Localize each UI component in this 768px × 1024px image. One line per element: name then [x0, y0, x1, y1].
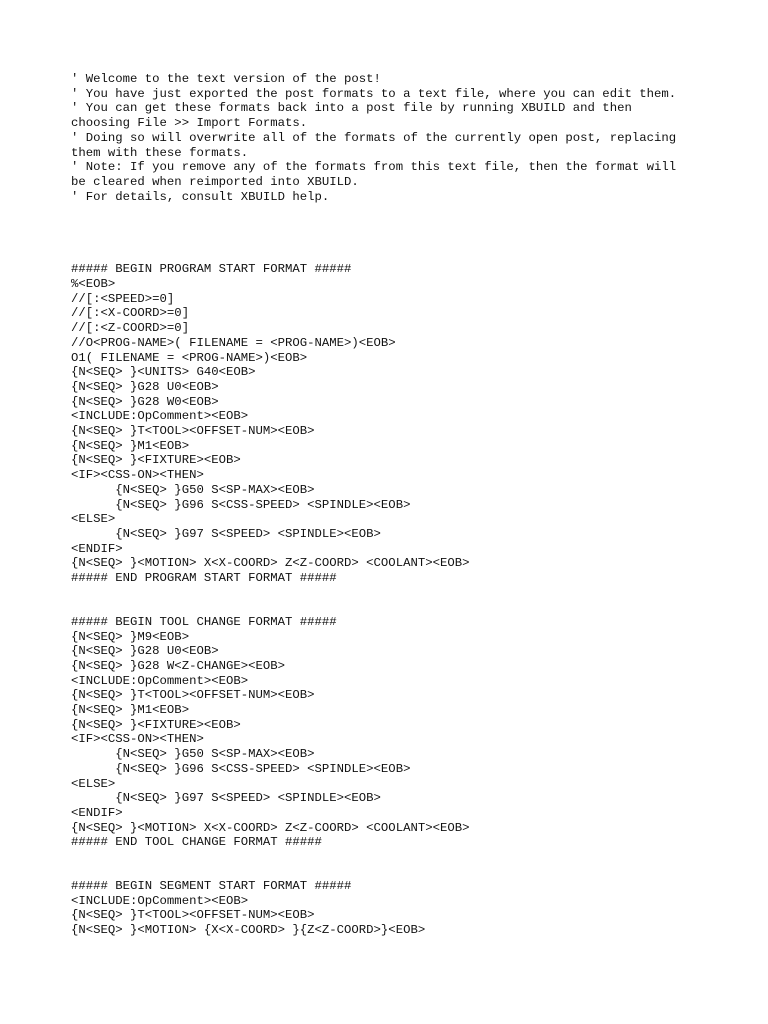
code-line: {N<SEQ> }<MOTION> {X<X-COORD> }{Z<Z-COORD>}<EOB> — [71, 923, 426, 938]
comment-line: choosing File >> Import Formats. — [71, 116, 308, 131]
code-line: {N<SEQ> }M9<EOB> — [71, 629, 190, 644]
code-line: {N<SEQ> }G50 S<SP-MAX><EOB> — [71, 747, 315, 762]
comment-line: them with these formats. — [71, 145, 249, 160]
code-line: <INCLUDE:OpComment><EOB> — [71, 409, 249, 424]
code-line: {N<SEQ> }G28 U0<EOB> — [71, 644, 219, 659]
comment-line: ' You can get these formats back into a post file by running XBUILD and then — [71, 101, 632, 116]
comment-line: be cleared when reimported into XBUILD. — [71, 174, 359, 189]
code-line: //[:<Z-COORD>=0] — [71, 321, 190, 336]
section-footer: ##### END TOOL CHANGE FORMAT ##### — [71, 835, 322, 850]
code-line: {N<SEQ> }T<TOOL><OFFSET-NUM><EOB> — [71, 908, 315, 923]
spacer — [71, 850, 701, 879]
code-line: {N<SEQ> }M1<EOB> — [71, 703, 190, 718]
comment-line: ' For details, consult XBUILD help. — [71, 189, 330, 204]
code-line: <ENDIF> — [71, 805, 123, 820]
section-footer: ##### END PROGRAM START FORMAT ##### — [71, 571, 337, 586]
code-line: {N<SEQ> }G28 W0<EOB> — [71, 394, 219, 409]
code-line: //[:<SPEED>=0] — [71, 291, 175, 306]
code-line: {N<SEQ> }T<TOOL><OFFSET-NUM><EOB> — [71, 424, 315, 439]
comment-line: ' Doing so will overwrite all of the formats of the currently open post, replacing — [71, 130, 677, 145]
code-line: <IF><CSS-ON><THEN> — [71, 468, 204, 483]
comment-line: ' Note: If you remove any of the formats from this text file, then the format will — [71, 160, 677, 175]
code-line: {N<SEQ> }G97 S<SPEED> <SPINDLE><EOB> — [71, 526, 381, 541]
program-start-format — [71, 262, 701, 585]
section-header: ##### BEGIN PROGRAM START FORMAT ##### — [71, 262, 352, 277]
intro-comments — [71, 72, 701, 204]
code-line: {N<SEQ> }G50 S<SP-MAX><EOB> — [71, 482, 315, 497]
tool-change-format — [71, 615, 701, 850]
spacer — [71, 586, 701, 615]
code-line: <INCLUDE:OpComment><EOB> — [71, 893, 249, 908]
code-line: {N<SEQ> }<MOTION> X<X-COORD> Z<Z-COORD> <COOLANT><EOB> — [71, 556, 470, 571]
code-line: {N<SEQ> }<UNITS> G40<EOB> — [71, 365, 256, 380]
code-line: {N<SEQ> }<FIXTURE><EOB> — [71, 453, 241, 468]
comment-line: ' Welcome to the text version of the post! — [71, 72, 381, 86]
code-line: O1( FILENAME = <PROG-NAME>)<EOB> — [71, 350, 308, 365]
code-line: <ENDIF> — [71, 541, 123, 556]
code-line: {N<SEQ> }G96 S<CSS-SPEED> <SPINDLE><EOB> — [71, 761, 411, 776]
code-line: <ELSE> — [71, 512, 116, 527]
code-line: {N<SEQ> }<MOTION> X<X-COORD> Z<Z-COORD> <COOLANT><EOB> — [71, 820, 470, 835]
code-line: {N<SEQ> }G28 W<Z-CHANGE><EOB> — [71, 658, 286, 673]
code-line: {N<SEQ> }G97 S<SPEED> <SPINDLE><EOB> — [71, 791, 381, 806]
code-line: //O<PROG-NAME>( FILENAME = <PROG-NAME>)<EOB> — [71, 335, 396, 350]
code-line: {N<SEQ> }<FIXTURE><EOB> — [71, 717, 241, 732]
section-header: ##### BEGIN SEGMENT START FORMAT ##### — [71, 879, 352, 894]
code-line: {N<SEQ> }T<TOOL><OFFSET-NUM><EOB> — [71, 688, 315, 703]
section-header: ##### BEGIN TOOL CHANGE FORMAT ##### — [71, 614, 337, 629]
code-line: <IF><CSS-ON><THEN> — [71, 732, 204, 747]
document-page — [71, 72, 701, 938]
code-line: {N<SEQ> }M1<EOB> — [71, 438, 190, 453]
segment-start-format — [71, 879, 701, 938]
code-line: //[:<X-COORD>=0] — [71, 306, 190, 321]
code-line: %<EOB> — [71, 277, 116, 292]
code-line: {N<SEQ> }G28 U0<EOB> — [71, 379, 219, 394]
code-line: <INCLUDE:OpComment><EOB> — [71, 673, 249, 688]
code-line: <ELSE> — [71, 776, 116, 791]
comment-line: ' You have just exported the post formats to a text file, where you can edit them. — [71, 86, 677, 101]
code-line: {N<SEQ> }G96 S<CSS-SPEED> <SPINDLE><EOB> — [71, 497, 411, 512]
spacer — [71, 204, 701, 262]
